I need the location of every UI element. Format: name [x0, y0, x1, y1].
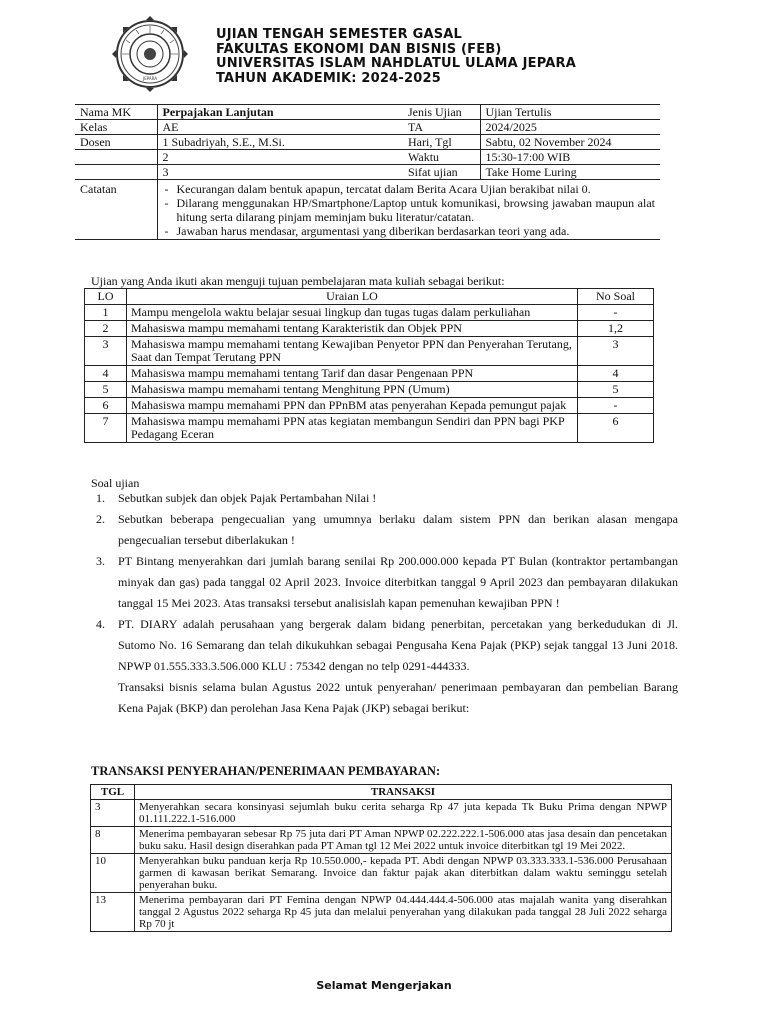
lo-question-ref: - [578, 305, 654, 321]
question-number: 3. [96, 554, 105, 568]
lo-description: Mahasiswa mampu memahami tentang Kewajiban Penyetor PPN dan Penyerahan Terutang, Saat dan Tempat Terutang PPN [127, 337, 578, 366]
transaction-date: 8 [91, 827, 135, 854]
question-item [96, 614, 678, 719]
lo-number: 3 [85, 337, 127, 366]
dosen-1: 1 Subadriyah, S.E., M.Si. [157, 135, 403, 150]
ta-label: TA [403, 120, 480, 135]
lo-question-ref: 5 [578, 382, 654, 398]
header-title-block [216, 28, 576, 86]
lo-description: Mahasiswa mampu memahami tentang Tarif dan dasar Pengenaan PPN [127, 366, 578, 382]
transaction-date: 13 [91, 893, 135, 932]
lo-table [84, 288, 654, 443]
question-item [96, 551, 678, 614]
lo-description: Mahasiswa mampu memahami PPN dan PPnBM atas penyerahan Kepada pemungut pajak [127, 398, 578, 414]
lo-row [85, 305, 654, 321]
lo-question-ref: 3 [578, 337, 654, 366]
catatan-item: - Kecurangan dalam bentuk apapun, tercatat dalam Berita Acara Ujian berakibat nilai 0. [163, 182, 656, 196]
transaction-date: 3 [91, 800, 135, 827]
catatan-item: - Jawaban harus mendasar, argumentasi yang diberikan berdasarkan teori yang ada. [163, 224, 656, 238]
dosen-2: 2 [157, 150, 403, 165]
lo-description: Mahasiswa mampu memahami PPN atas kegiatan membangun Sendiri dan PPN bagi PKP Pedagang Eceran [127, 414, 578, 443]
transaction-header-row [91, 785, 672, 800]
lo-header-uraian: Uraian LO [127, 289, 578, 305]
question-4-continuation: Transaksi bisnis selama bulan Agustus 2022 untuk penyerahan/ penerimaan pembayaran dan pembelian Barang Kena Pajak (BKP) dan perolehan Jasa Kena Pajak (JKP) sebagai berikut: [118, 680, 678, 715]
exam-info-table [75, 104, 660, 240]
kelas-value: AE [157, 120, 403, 135]
catatan-label: Catatan [75, 180, 157, 240]
transaction-description: Menyerahkan buku panduan kerja Rp 10.550.000,- kepada PT. Abdi dengan NPWP 03.333.333.1-536.000 Perusahaan garmen di kawasan berikat Semarang. Invoice dan faktur pajak akan diterbitkan dalam waktu seminggu setelah penyerahan buku. [135, 854, 672, 893]
header-line-faculty: FAKULTAS EKONOMI DAN BISNIS (FEB) [216, 41, 502, 57]
transaction-table [90, 784, 672, 932]
transaction-title: TRANSAKSI PENYERAHAN/PENERIMAAN PEMBAYARAN: [91, 764, 441, 778]
lo-number: 1 [85, 305, 127, 321]
sifat-value: Take Home Luring [480, 165, 660, 180]
logo-caption: JEPARA [143, 76, 157, 81]
nama-mk-label: Nama MK [75, 105, 157, 120]
hari-label: Hari, Tgl [403, 135, 480, 150]
transaction-row [91, 854, 672, 893]
transaction-header-desc: TRANSAKSI [135, 785, 672, 800]
transaction-row [91, 893, 672, 932]
nama-mk-value: Perpajakan Lanjutan [157, 105, 403, 120]
dosen-label: Dosen [75, 135, 157, 150]
lo-number: 4 [85, 366, 127, 382]
catatan-item: - Dilarang menggunakan HP/Smartphone/Laptop untuk komunikasi, browsing jawaban maupun alat hitung serta dilarang pinjam meminjam buku literatur/catatan. [163, 196, 656, 224]
transaction-description: Menerima pembayaran dari PT Femina dengan NPWP 04.444.444.4-506.000 atas majalah wanita yang diserahkan tanggal 2 Agustus 2022 seharga Rp 45 juta dan melalui penyerahan yang dilakukan pada tanggal 28 Juli 2022 seharga Rp 70 jt [135, 893, 672, 932]
soal-title: Soal ujian [91, 476, 140, 490]
transaction-description: Menyerahkan secara konsinyasi sejumlah buku cerita seharga Rp 47 juta kepada Tk Buku Prima dengan NPWP 01.111.222.1-516.000 [135, 800, 672, 827]
lo-question-ref: 4 [578, 366, 654, 382]
header-line-year: TAHUN AKADEMIK: 2024-2025 [216, 70, 441, 86]
lo-description: Mahasiswa mampu memahami tentang Karakteristik dan Objek PPN [127, 321, 578, 337]
dosen-3: 3 [157, 165, 403, 180]
transaction-row [91, 827, 672, 854]
header-line-exam: UJIAN TENGAH SEMESTER GASAL [216, 27, 463, 42]
question-number: 2. [96, 512, 105, 526]
lo-row [85, 337, 654, 366]
lo-intro: Ujian yang Anda ikuti akan menguji tujuan pembelajaran mata kuliah sebagai berikut: [91, 274, 505, 288]
question-text: Sebutkan subjek dan objek Pajak Pertambahan Nilai ! [118, 491, 377, 505]
question-list [96, 488, 678, 719]
lo-question-ref: - [578, 398, 654, 414]
lo-header-soal: No Soal [578, 289, 654, 305]
lo-row [85, 321, 654, 337]
transaction-header-tgl: TGL [91, 785, 135, 800]
question-text: PT Bintang menyerahkan dari jumlah barang senilai Rp 200.000.000 kepada PT Bulan (kontraktor pertambangan minyak dan gas) pada tanggal 02 April 2023. Invoice diterbitkan tanggal 9 April 2023 dan pembayaran dilakukan tanggal 15 Mei 2023. Atas transaksi tersebut analisislah kapan pemenuhan kewajiban PPN ! [118, 554, 678, 610]
document-header [106, 14, 666, 94]
question-item [96, 509, 678, 551]
question-text: PT. DIARY adalah perusahaan yang bergerak dalam bidang penerbitan, percetakan yang berkedudukan di Jl. Sutomo No. 16 Semarang dan telah dikukuhkan sebagai Pengusaha Kena Pajak (PKP) sejak tanggal 13 Juni 2018. NPWP 01.555.333.3.506.000 KLU : 75342 dengan no telp 0291-444333. [118, 617, 678, 673]
sifat-label: Sifat ujian [403, 165, 480, 180]
jenis-ujian-value: Ujian Tertulis [480, 105, 660, 120]
lo-header-row [85, 289, 654, 305]
lo-header-no: LO [85, 289, 127, 305]
transaction-description: Menerima pembayaran sebesar Rp 75 juta dari PT Aman NPWP 02.222.222.1-506.000 atas jasa desain dan pencetakan buku saku. Hasil design diserahkan pada PT Aman tgl 12 Mei 2022 untuk invoice diterbitkan tgl 19 Mei 2022. [135, 827, 672, 854]
header-line-university: UNIVERSITAS ISLAM NAHDLATUL ULAMA JEPARA [216, 56, 577, 71]
hari-value: Sabtu, 02 November 2024 [480, 135, 660, 150]
catatan-block [157, 180, 660, 240]
lo-number: 5 [85, 382, 127, 398]
lo-description: Mampu mengelola waktu belajar sesuai lingkup dan tugas tugas dalam perkuliahan [127, 305, 578, 321]
lo-number: 6 [85, 398, 127, 414]
lo-question-ref: 6 [578, 414, 654, 443]
university-logo-icon [106, 14, 194, 94]
ta-value: 2024/2025 [480, 120, 660, 135]
lo-number: 7 [85, 414, 127, 443]
lo-description: Mahasiswa mampu memahami tentang Menghitung PPN (Umum) [127, 382, 578, 398]
lo-row [85, 382, 654, 398]
kelas-label: Kelas [75, 120, 157, 135]
catatan-list [163, 182, 656, 238]
waktu-value: 15:30-17:00 WIB [480, 150, 660, 165]
lo-row [85, 366, 654, 382]
transaction-date: 10 [91, 854, 135, 893]
lo-number: 2 [85, 321, 127, 337]
question-item [96, 488, 678, 509]
jenis-ujian-label: Jenis Ujian [403, 105, 480, 120]
question-number: 4. [96, 617, 105, 631]
transaction-row [91, 800, 672, 827]
lo-row [85, 398, 654, 414]
question-number: 1. [96, 491, 105, 505]
waktu-label: Waktu [403, 150, 480, 165]
closing-message: Selamat Mengerjakan [316, 979, 452, 992]
question-text: Sebutkan beberapa pengecualian yang umumnya berlaku dalam sistem PPN dan berikan alasan mengapa pengecualian tersebut diberlakukan ! [118, 512, 678, 547]
lo-row [85, 414, 654, 443]
lo-question-ref: 1,2 [578, 321, 654, 337]
